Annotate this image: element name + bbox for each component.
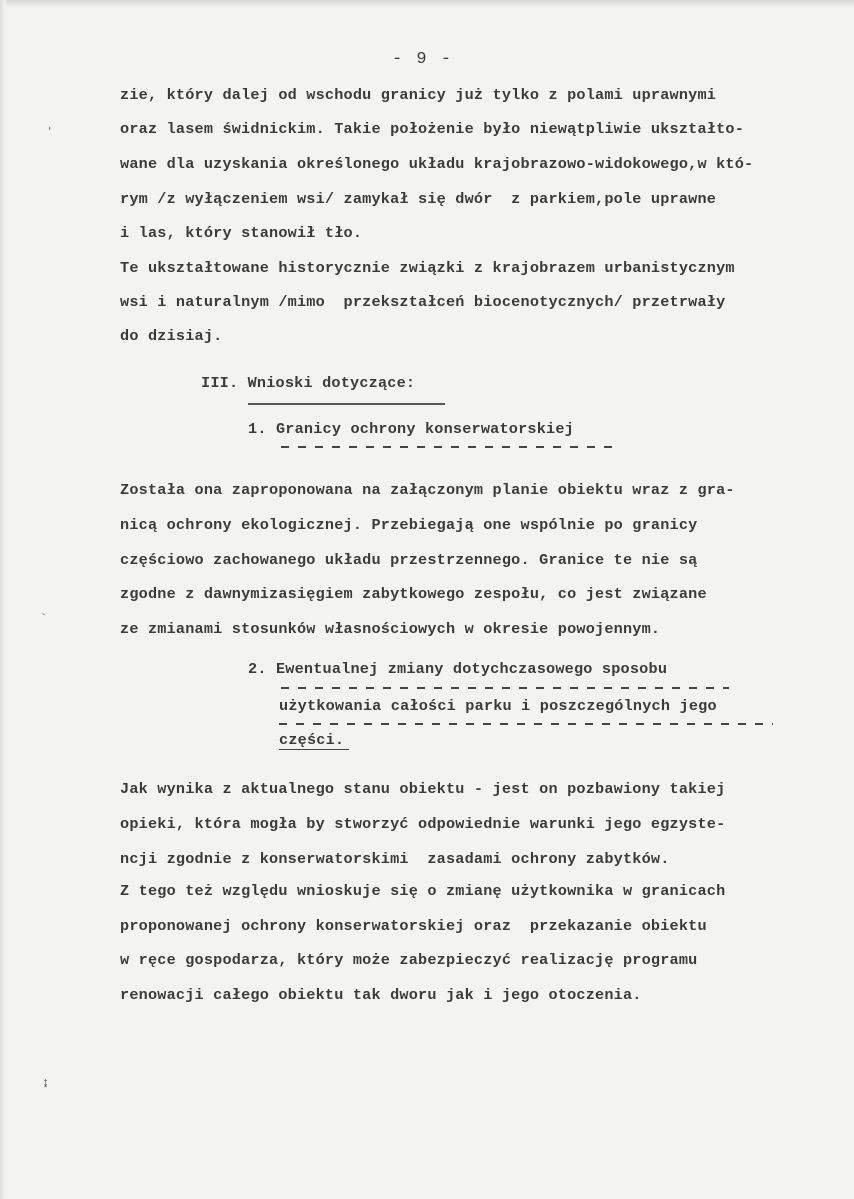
paragraph-2-line: częściowo zachowanego układu przestrzennego. Granice te nie są: [120, 551, 698, 569]
paragraph-1-line: do dzisiaj.: [120, 327, 223, 345]
subheading-2-line: użytkowania całości parku i poszczególnych jego: [279, 697, 717, 715]
subheading-2-line: części.: [279, 731, 345, 749]
subheading-1: 1. Granicy ochrony konserwatorskiej: [248, 420, 574, 438]
paragraph-2-line: zgodne z dawnymizasięgiem zabytkowego zespołu, co jest związane: [120, 585, 707, 603]
section-heading-underline: [248, 403, 445, 405]
subheading-2-underline: [279, 723, 773, 725]
subheading-1-underline: [281, 446, 621, 448]
scan-edge-top: [0, 0, 854, 8]
scan-edge-left: [0, 0, 6, 1199]
paragraph-2-line: ze zmianami stosunków własnościowych w okresie powojennym.: [120, 620, 661, 638]
paragraph-1-line: zie, który dalej od wschodu granicy już tylko z polami uprawnymi: [120, 86, 717, 104]
section-heading: III. Wnioski dotyczące:: [201, 374, 416, 392]
paragraph-1-line: wane dla uzyskania określonego układu krajobrazowo-widokowego,w któ-: [120, 155, 754, 173]
paragraph-1-line: Te ukształtowane historycznie związki z krajobrazem urbanistycznym: [120, 259, 735, 277]
paragraph-3-line: w ręce gospodarza, który może zabezpieczyć realizację programu: [120, 951, 698, 969]
subheading-2-underline: [281, 687, 729, 689]
paragraph-2-line: Została ona zaproponowana na załączonym planie obiektu wraz z gra-: [120, 481, 735, 499]
subheading-2-line: 2. Ewentualnej zmiany dotychczasowego sposobu: [248, 660, 668, 678]
paragraph-3-line: ncji zgodnie z konserwatorskimi zasadami ochrony zabytków.: [120, 850, 670, 868]
paragraph-3-line: Jak wynika z aktualnego stanu obiektu - jest on pozbawiony takiej: [120, 780, 726, 798]
paragraph-1-line: rym /z wyłączeniem wsi/ zamykał się dwór z parkiem,pole uprawne: [120, 190, 717, 208]
paragraph-3-line: opieki, która mogła by stworzyć odpowiednie warunki jego egzyste-: [120, 815, 726, 833]
page-number: - 9 -: [392, 50, 454, 69]
paragraph-1-line: i las, który stanowił tło.: [120, 224, 363, 242]
paragraph-1-line: wsi i naturalnym /mimo przekształceń biocenotycznych/ przetrwały: [120, 293, 726, 311]
margin-tick-mark: ʼ: [46, 126, 54, 140]
subheading-2-underline: [279, 749, 349, 750]
paragraph-3-line: Z tego też względu wnioskuje się o zmianę użytkownika w granicach: [120, 882, 726, 900]
paragraph-3-line: proponowanej ochrony konserwatorskiej oraz przekazanie obiektu: [120, 917, 707, 935]
margin-tick-mark: ↨: [42, 1076, 50, 1090]
margin-tick-mark: `: [40, 612, 48, 626]
paragraph-2-line: nicą ochrony ekologicznej. Przebiegają one wspólnie po granicy: [120, 516, 698, 534]
paragraph-3-line: renowacji całego obiektu tak dworu jak i jego otoczenia.: [120, 986, 642, 1004]
paragraph-1-line: oraz lasem świdnickim. Takie położenie było niewątpliwie ukształto-: [120, 120, 745, 138]
